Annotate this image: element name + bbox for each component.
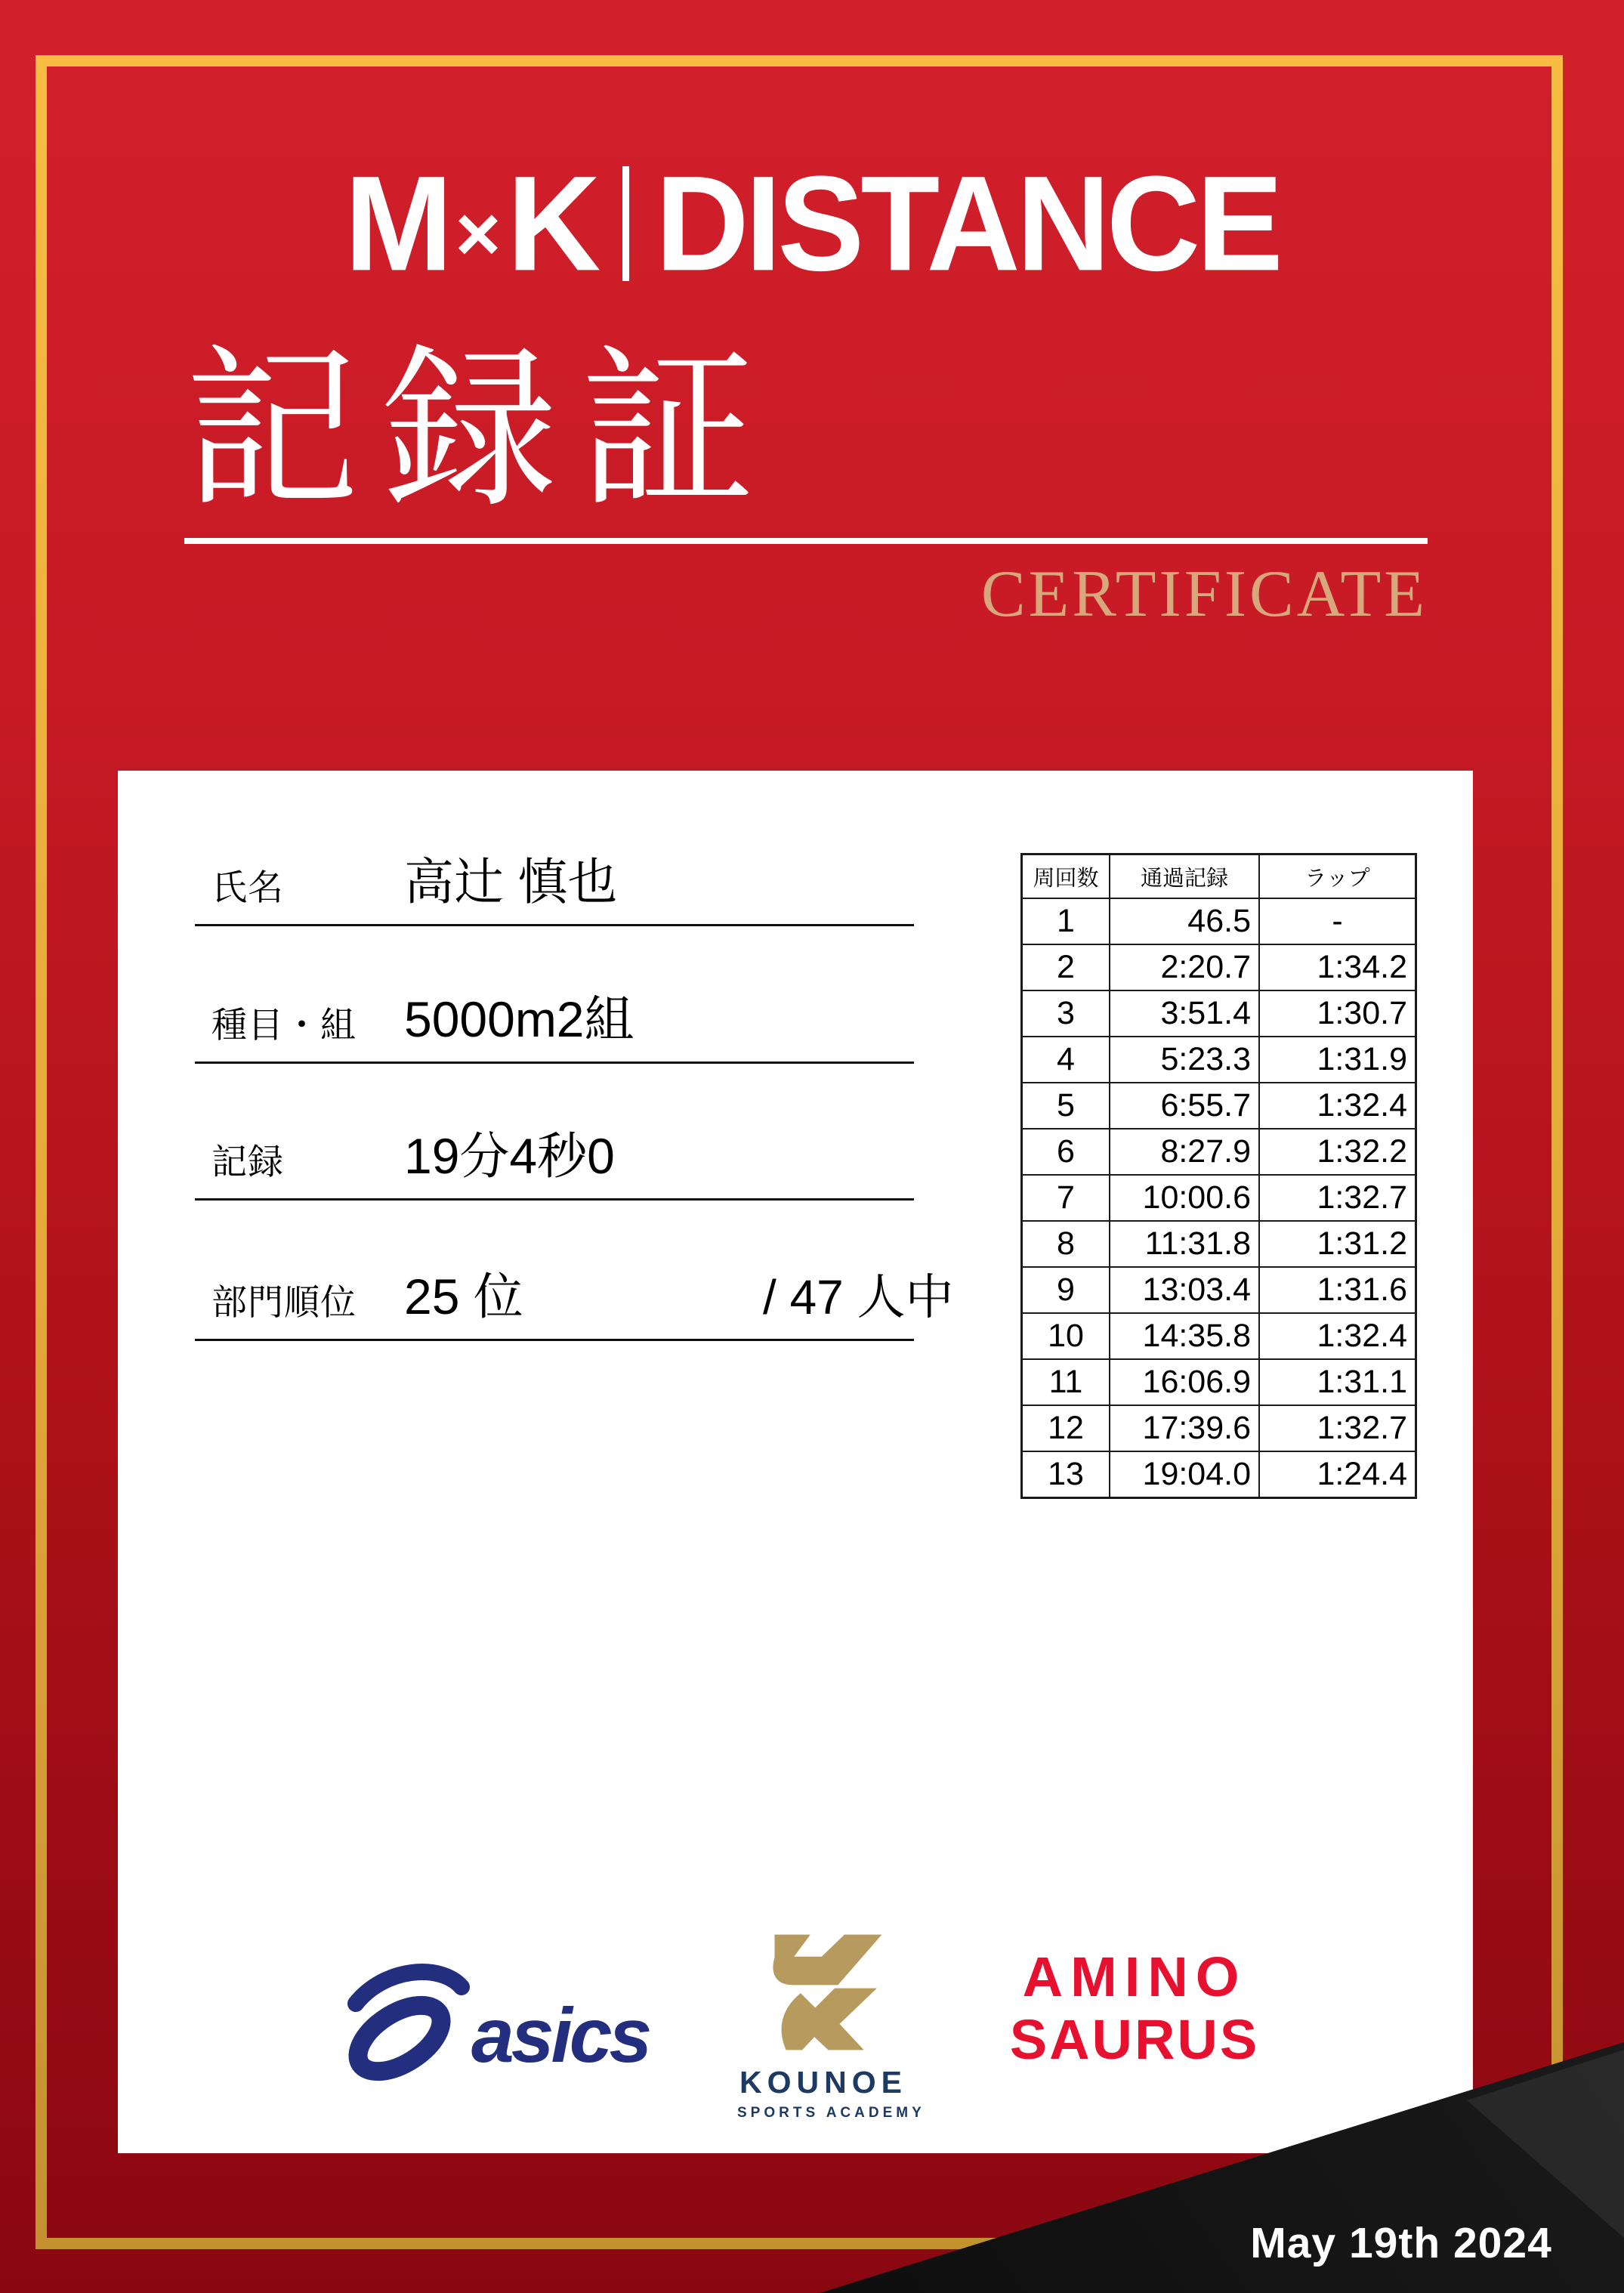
lap-time-cell: 1:32.7 <box>1259 1405 1416 1451</box>
field-value-event: 5000m2組 <box>404 991 634 1047</box>
header-lap-count: 周回数 <box>1022 854 1110 899</box>
brand-logo <box>0 148 1624 299</box>
kounoe-logo <box>737 1931 925 2121</box>
lap-time-cell: 1:32.7 <box>1259 1175 1416 1221</box>
title-rule <box>184 538 1428 544</box>
field-row-name <box>195 841 914 926</box>
field-label-event: 種目・組 <box>211 1005 357 1045</box>
lap-number-cell: 7 <box>1022 1175 1110 1221</box>
lap-table-row <box>1022 1451 1416 1498</box>
lap-table-header-row <box>1022 854 1416 899</box>
lap-table-row <box>1022 1037 1416 1083</box>
split-time-cell: 3:51.4 <box>1110 990 1259 1037</box>
lap-table-row <box>1022 990 1416 1037</box>
header-split: 通過記録 <box>1110 854 1259 899</box>
lap-time-cell: 1:24.4 <box>1259 1451 1416 1498</box>
field-label-record: 記録 <box>211 1142 284 1182</box>
kounoe-k-icon <box>758 1931 888 2054</box>
amino-saurus-logo <box>970 1946 1299 2072</box>
field-label-rank: 部門順位 <box>211 1282 357 1322</box>
brand-distance: DISTANCE <box>655 148 1280 299</box>
split-time-cell: 11:31.8 <box>1110 1221 1259 1267</box>
split-time-cell: 16:06.9 <box>1110 1359 1259 1405</box>
amino-line1: AMINO <box>1022 1945 1247 2008</box>
lap-time-cell: 1:31.6 <box>1259 1267 1416 1313</box>
amino-line2: SAURUS <box>1009 2007 1260 2071</box>
field-label-name: 氏名 <box>211 867 284 907</box>
lap-table-row <box>1022 1313 1416 1359</box>
split-time-cell: 5:23.3 <box>1110 1037 1259 1083</box>
split-time-cell: 10:00.6 <box>1110 1175 1259 1221</box>
kounoe-wordmark: KOUNOE <box>739 2065 907 2100</box>
lap-time-cell: 1:31.2 <box>1259 1221 1416 1267</box>
split-time-cell: 17:39.6 <box>1110 1405 1259 1451</box>
lap-table-row <box>1022 1267 1416 1313</box>
split-time-cell: 19:04.0 <box>1110 1451 1259 1498</box>
lap-table-row <box>1022 1175 1416 1221</box>
lap-number-cell: 9 <box>1022 1267 1110 1313</box>
subtitle-certificate: CERTIFICATE <box>980 558 1428 631</box>
lap-time-cell: 1:30.7 <box>1259 990 1416 1037</box>
lap-table-row <box>1022 1405 1416 1451</box>
lap-table-row <box>1022 1083 1416 1129</box>
lap-time-cell: 1:32.4 <box>1259 1313 1416 1359</box>
field-value-rank: 25 位 <box>404 1269 523 1324</box>
lap-number-cell: 3 <box>1022 990 1110 1037</box>
brand-k: K <box>507 148 597 299</box>
lap-number-cell: 6 <box>1022 1129 1110 1175</box>
lap-number-cell: 5 <box>1022 1083 1110 1129</box>
field-row-event <box>195 978 914 1064</box>
lap-number-cell: 8 <box>1022 1221 1110 1267</box>
split-time-cell: 46.5 <box>1110 898 1259 944</box>
asics-wordmark: asics <box>471 1992 650 2078</box>
asics-logo <box>333 1955 681 2099</box>
certificate-card <box>118 771 1473 2153</box>
lap-table-row <box>1022 1129 1416 1175</box>
field-value-name: 高辻 慎也 <box>404 854 618 910</box>
lap-table-row <box>1022 1359 1416 1405</box>
lap-table <box>1020 853 1417 1499</box>
lap-number-cell: 10 <box>1022 1313 1110 1359</box>
lap-table-head <box>1022 854 1416 899</box>
field-value-record: 19分4秒0 <box>404 1128 615 1184</box>
lap-table-row <box>1022 898 1416 944</box>
lap-time-cell: 1:32.2 <box>1259 1129 1416 1175</box>
lap-table-body <box>1022 898 1416 1498</box>
lap-time-cell: - <box>1259 898 1416 944</box>
field-row-record <box>195 1115 914 1201</box>
lap-time-cell: 1:31.1 <box>1259 1359 1416 1405</box>
split-time-cell: 2:20.7 <box>1110 944 1259 990</box>
page-title: 記録証 <box>184 335 779 529</box>
lap-number-cell: 12 <box>1022 1405 1110 1451</box>
brand-m: M <box>344 148 449 299</box>
lap-number-cell: 4 <box>1022 1037 1110 1083</box>
split-time-cell: 14:35.8 <box>1110 1313 1259 1359</box>
event-date: May 19th 2024 <box>1250 2219 1552 2267</box>
lap-time-cell: 1:31.9 <box>1259 1037 1416 1083</box>
lap-time-cell: 1:34.2 <box>1259 944 1416 990</box>
lap-number-cell: 11 <box>1022 1359 1110 1405</box>
field-value-rank-total: / 47 人中 <box>763 1270 954 1324</box>
kounoe-subtext: SPORTS ACADEMY <box>737 2105 925 2121</box>
brand-x-icon: × <box>455 190 502 278</box>
lap-number-cell: 13 <box>1022 1451 1110 1498</box>
split-time-cell: 8:27.9 <box>1110 1129 1259 1175</box>
header-laptime: ラップ <box>1259 854 1416 899</box>
lap-table-row <box>1022 1221 1416 1267</box>
field-row-rank <box>195 1256 954 1341</box>
lap-time-cell: 1:32.4 <box>1259 1083 1416 1129</box>
lap-number-cell: 2 <box>1022 944 1110 990</box>
split-time-cell: 6:55.7 <box>1110 1083 1259 1129</box>
lap-number-cell: 1 <box>1022 898 1110 944</box>
brand-divider <box>622 166 629 281</box>
lap-table-row <box>1022 944 1416 990</box>
split-time-cell: 13:03.4 <box>1110 1267 1259 1313</box>
